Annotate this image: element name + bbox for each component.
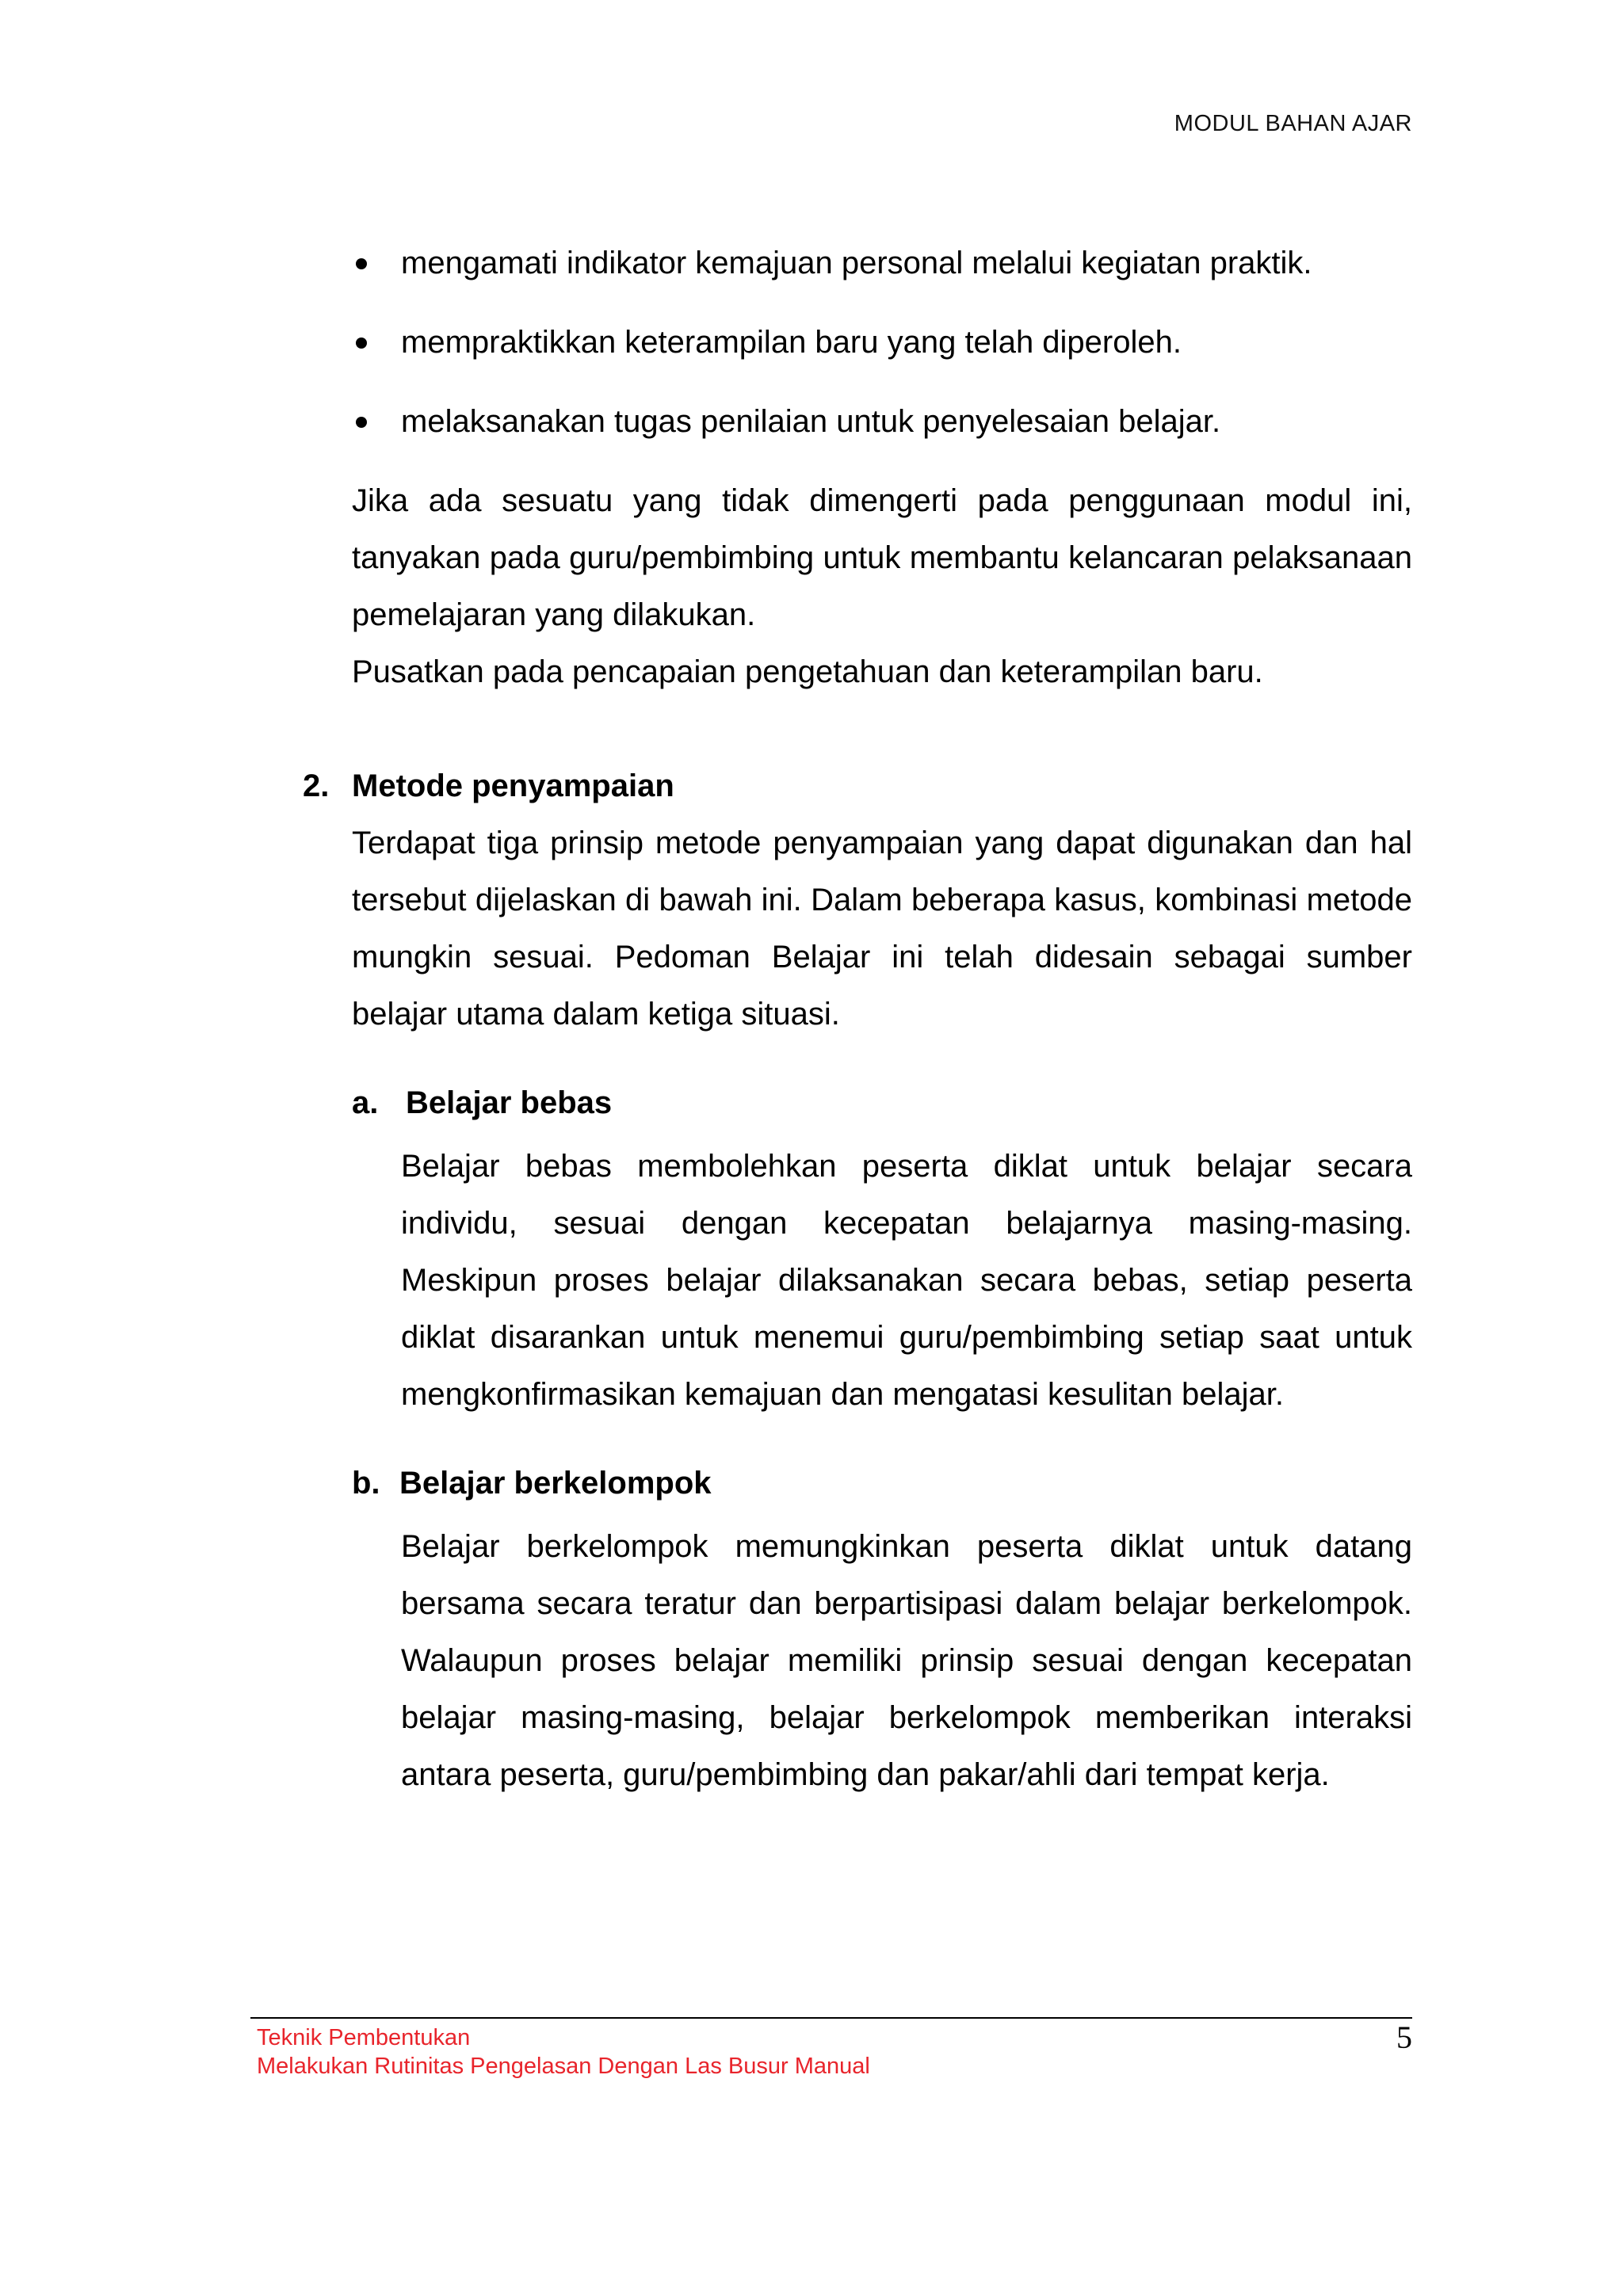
page-number: 5 — [1396, 2019, 1412, 2055]
section-body: Terdapat tiga prinsip metode penyampaian yang dapat digunakan dan hal tersebut dijelaskan di bawah ini. Dalam beberapa kasus, kombinasi metode mungkin sesuai. Pedoman Belajar ini telah didesain sebagai sumber belajar utama dalam ketiga situasi. — [352, 826, 1412, 1032]
list-item-text: mengamati indikator kemajuan personal melalui kegiatan praktik. — [401, 246, 1312, 280]
subsection-belajar-bebas — [352, 1074, 1412, 1423]
footer-divider — [250, 2017, 1412, 2019]
bullet-icon — [356, 338, 367, 349]
subsection-letter: a. — [352, 1085, 379, 1120]
list-item-text: mempraktikkan keterampilan baru yang telah diperoleh. — [401, 325, 1182, 360]
list-item-text: melaksanakan tugas penilaian untuk penyelesaian belajar. — [401, 404, 1221, 439]
page-content — [303, 235, 1412, 1803]
intro-closing: Pusatkan pada pencapaian pengetahuan dan keterampilan baru. — [352, 654, 1263, 689]
subsection-letter: b. — [352, 1466, 380, 1501]
subsection-heading — [352, 1074, 1412, 1131]
list-item — [352, 235, 1412, 292]
subsection-title: Belajar berkelompok — [399, 1466, 712, 1501]
section-number: 2. — [303, 769, 330, 803]
section-title: Metode penyampaian — [352, 769, 674, 803]
list-item — [352, 314, 1412, 371]
list-item — [352, 393, 1412, 450]
section-metode-penyampaian — [303, 757, 1412, 1803]
running-header: MODUL BAHAN AJAR — [1174, 111, 1412, 136]
footer-line-1: Teknik Pembentukan — [257, 2025, 471, 2050]
footer-text — [257, 2023, 870, 2081]
subsection-belajar-berkelompok — [352, 1455, 1412, 1803]
section-heading — [303, 757, 1412, 814]
subsection-title: Belajar bebas — [406, 1085, 613, 1120]
subsection-body: Belajar bebas membolehkan peserta diklat untuk belajar secara individu, sesuai dengan kecepatan belajarnya masing-masing. Meskipun proses belajar dilaksanakan secara bebas, setiap peserta diklat disarankan untuk menemui guru/pembimbing setiap saat untuk mengkonfirmasikan kemajuan dan mengatasi kesulitan belajar. — [401, 1149, 1412, 1412]
bullet-icon — [356, 258, 367, 269]
subsection-body: Belajar berkelompok memungkinkan peserta diklat untuk datang bersama secara teratur dan berpartisipasi dalam belajar berkelompok. Walaupun proses belajar memiliki prinsip sesuai dengan kecepatan belajar masing-masing, belajar berkelompok memberikan interaksi antara peserta, guru/pembimbing dan pakar/ahli dari tempat kerja. — [401, 1529, 1412, 1792]
bullet-list — [352, 235, 1412, 450]
subsection-heading — [352, 1455, 1412, 1512]
footer-line-2: Melakukan Rutinitas Pengelasan Dengan Las Busur Manual — [257, 2054, 870, 2079]
bullet-icon — [356, 417, 367, 428]
intro-paragraph: Jika ada sesuatu yang tidak dimengerti pada penggunaan modul ini, tanyakan pada guru/pembimbing untuk membantu kelancaran pelaksanaan pemelajaran yang dilakukan. — [352, 483, 1412, 632]
